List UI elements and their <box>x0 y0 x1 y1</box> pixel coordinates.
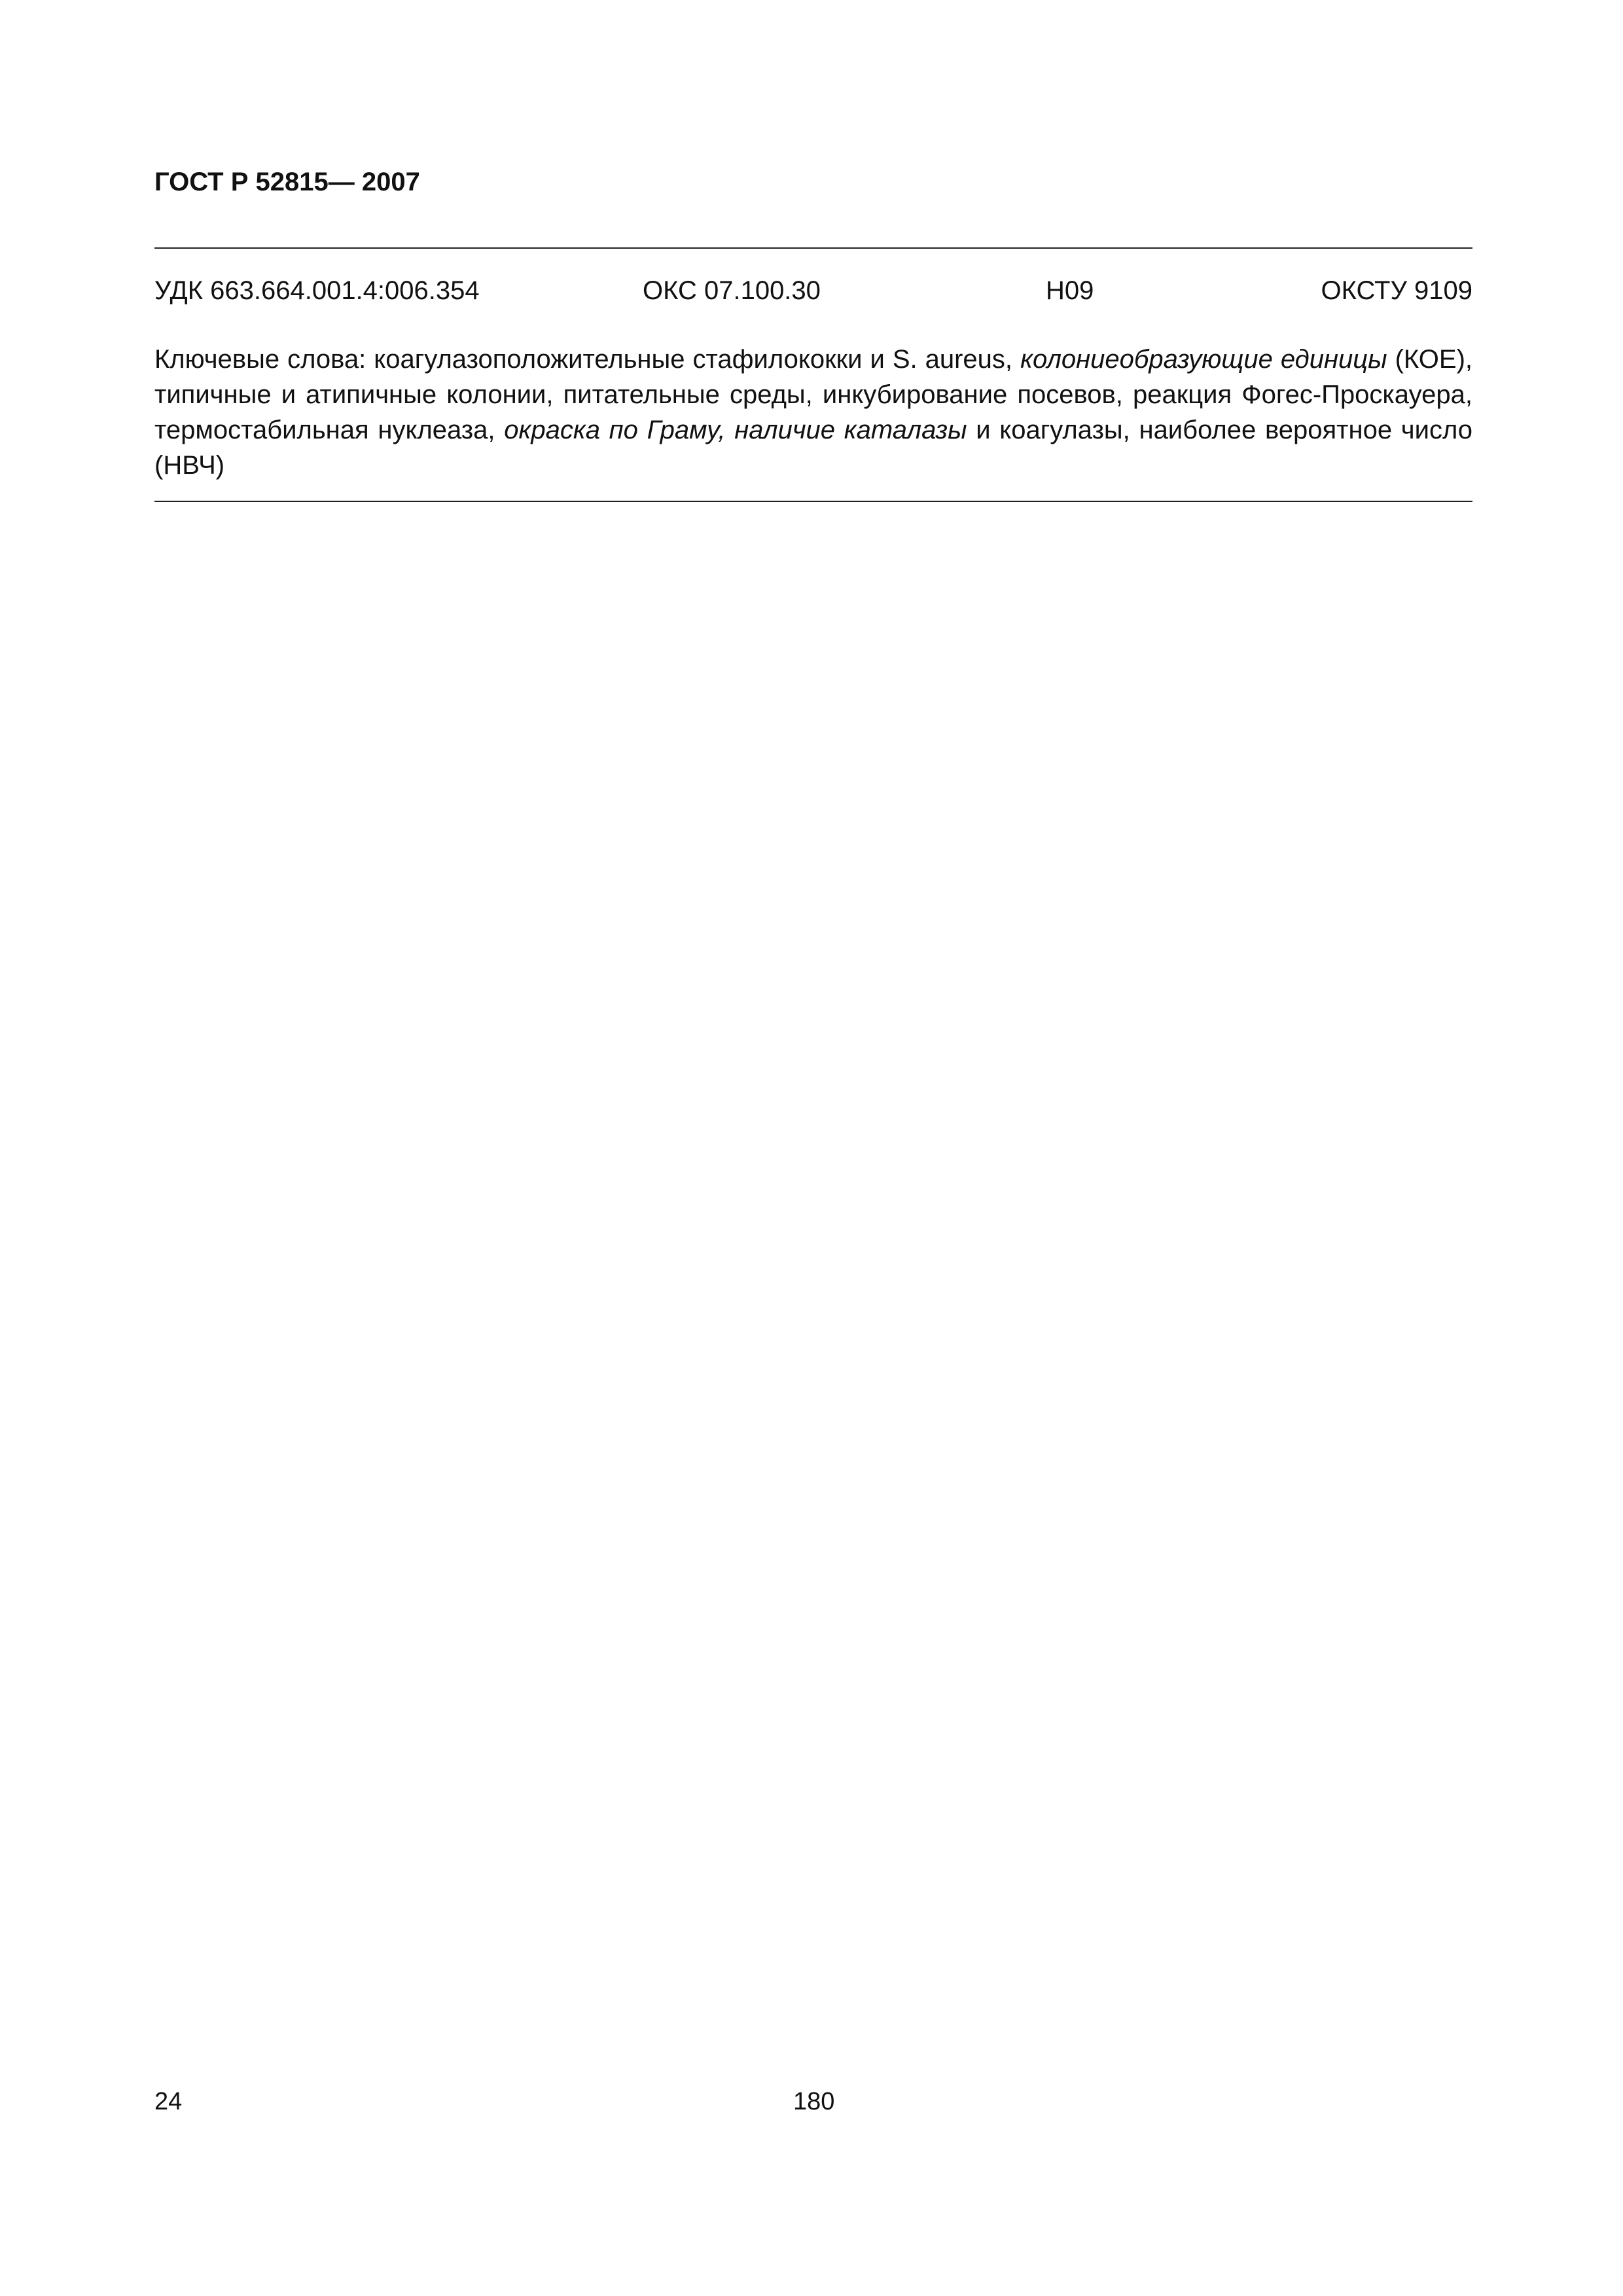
classification-codes-row <box>154 276 1472 309</box>
okstu-code: ОКСТУ 9109 <box>1321 276 1472 305</box>
standard-number-header: ГОСТ Р 52815— 2007 <box>154 168 420 196</box>
keywords-paragraph <box>154 342 1472 483</box>
keywords-italic-cfu: колониеобразующие единицы <box>1020 345 1387 374</box>
keywords-italic-gram: окраска по Граму, наличие каталазы <box>504 416 967 444</box>
top-divider <box>154 247 1472 249</box>
group-code: Н09 <box>1046 276 1094 305</box>
udk-code: УДК 663.664.001.4:006.354 <box>154 276 480 305</box>
oks-code: ОКС 07.100.30 <box>643 276 821 305</box>
page-number-center: 180 <box>793 2088 835 2115</box>
keywords-lead: Ключевые слова: коагулазоположительные стафилококки и S. aureus, <box>154 345 1021 374</box>
bottom-divider <box>154 501 1472 502</box>
page-number-left: 24 <box>154 2088 183 2115</box>
keywords-part-2: (КОЕ), типичные и атипичные колонии, питательные среды, инкубирование посевов, реакция Фогес-Проскауера, термостабильная нуклеаза, <box>154 345 1473 444</box>
keywords-part-3: и коагулазы, наиболее вероятное число (НВЧ) <box>154 416 1472 480</box>
